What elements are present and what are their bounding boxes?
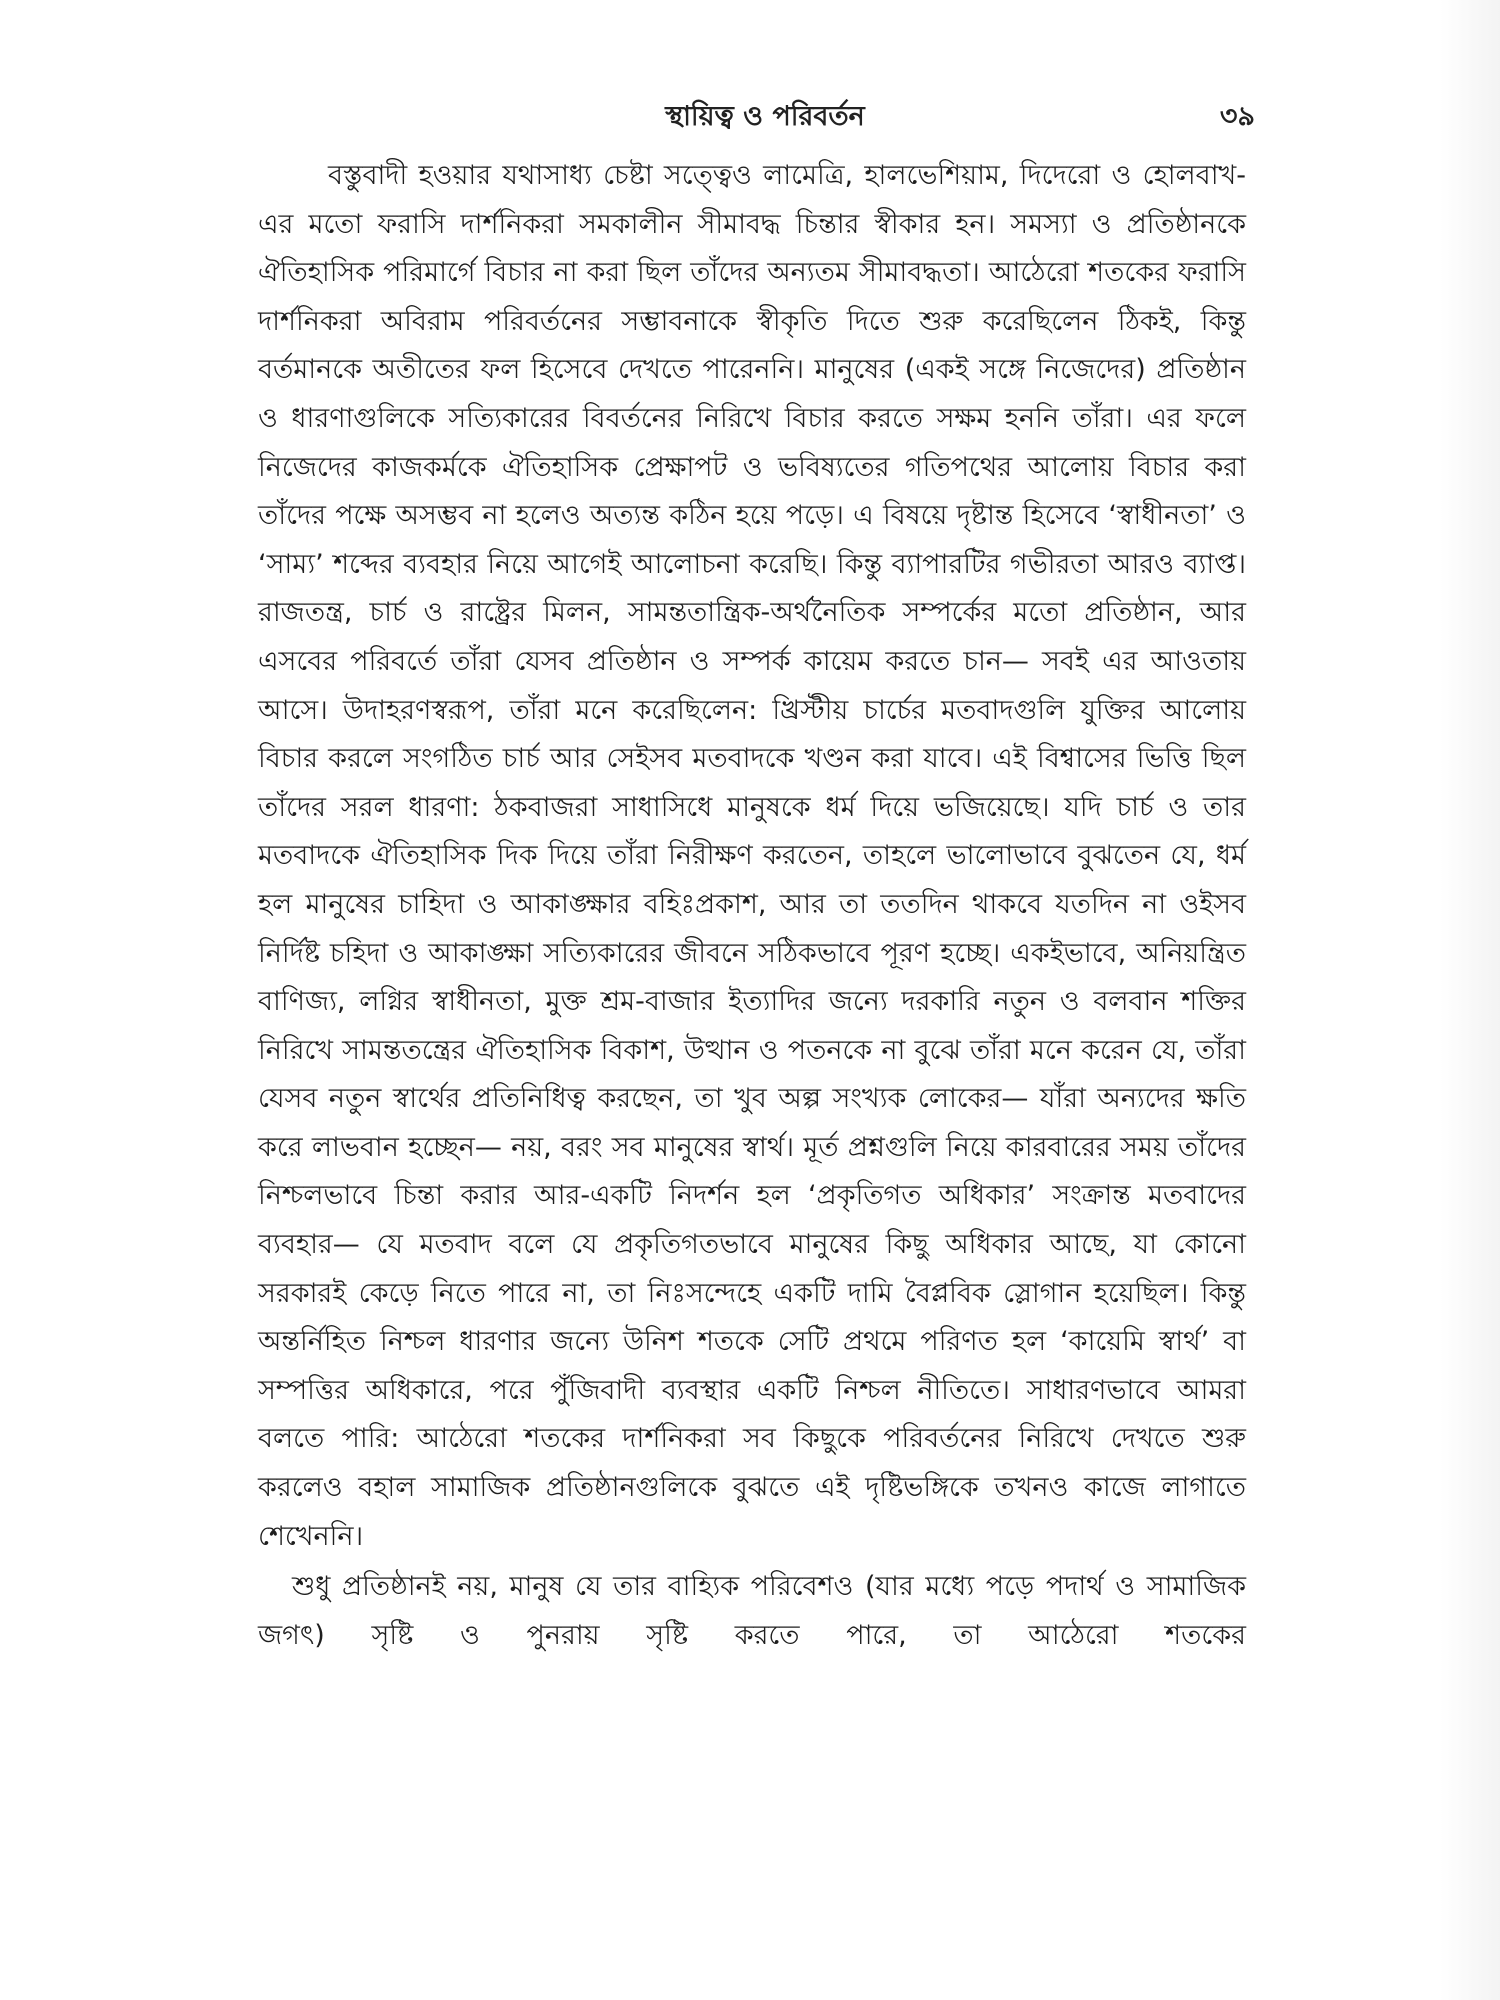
running-head: [0, 96, 1500, 136]
page-number: ৩৯: [1219, 101, 1255, 132]
page-edge-shadow: [1440, 0, 1500, 2000]
paragraph-1: বস্তুবাদী হওয়ার যথাসাধ্য চেষ্টা সত্ত্বেও লামেত্রি, হালভেশিয়াম, দিদেরো ও হোলবাখ-এর মতো ফরাসি দার্শনিকরা সমকালীন সীমাবদ্ধ চিন্তার স্বীকার হন। সমস্যা ও প্রতিষ্ঠানকে ঐতিহাসিক পরিমার্গে বিচার না করা ছিল তাঁদের অন্যতম সীমাবদ্ধতা। আঠেরো শতকের ফরাসি দার্শনিকরা অবিরাম পরিবর্তনের সম্ভাবনাকে স্বীকৃতি দিতে শুরু করেছিলেন ঠিকই, কিন্তু বর্তমানকে অতীতের ফল হিসেবে দেখতে পারেননি। মানুষের (একই সঙ্গে নিজেদের) প্রতিষ্ঠান ও ধারণাগুলিকে সত্যিকারের বিবর্তনের নিরিখে বিচার করতে সক্ষম হননি তাঁরা। এর ফলে নিজেদের কাজকর্মকে ঐতিহাসিক প্রেক্ষাপট ও ভবিষ্যতের গতিপথের আলোয় বিচার করা তাঁদের পক্ষে অসম্ভব না হলেও অত্যন্ত কঠিন হয়ে পড়ে। এ বিষয়ে দৃষ্টান্ত হিসেবে ‘স্বাধীনতা’ ও ‘সাম্য’ শব্দের ব্যবহার নিয়ে আগেই আলোচনা করেছি। কিন্তু ব্যাপারটির গভীরতা আরও ব্যাপ্ত। রাজতন্ত্র, চার্চ ও রাষ্ট্রের মিলন, সামন্ততান্ত্রিক-অর্থনৈতিক সম্পর্কের মতো প্রতিষ্ঠান, আর এসবের পরিবর্তে তাঁরা যেসব প্রতিষ্ঠান ও সম্পর্ক কায়েম করতে চান— সবই এর আওতায় আসে। উদাহরণস্বরূপ, তাঁরা মনে করেছিলেন: খ্রিস্টীয় চার্চের মতবাদগুলি যুক্তির আলোয় বিচার করলে সংগঠিত চার্চ আর সেইসব মতবাদকে খণ্ডন করা যাবে। এই বিশ্বাসের ভিত্তি ছিল তাঁদের সরল ধারণা: ঠকবাজরা সাধাসিধে মানুষকে ধর্ম দিয়ে ভজিয়েছে। যদি চার্চ ও তার মতবাদকে ঐতিহাসিক দিক দিয়ে তাঁরা নিরীক্ষণ করতেন, তাহলে ভালোভাবে বুঝতেন যে, ধর্ম হল মানুষের চাহিদা ও আকাঙ্ক্ষার বহিঃপ্রকাশ, আর তা ততদিন থাকবে যতদিন না ওইসব নির্দিষ্ট চহিদা ও আকাঙ্ক্ষা সত্যিকারের জীবনে সঠিকভাবে পূরণ হচ্ছে। একইভাবে, অনিয়ন্ত্রিত বাণিজ্য, লগ্নির স্বাধীনতা, মুক্ত শ্রম-বাজার ইত্যাদির জন্যে দরকারি নতুন ও বলবান শক্তির নিরিখে সামন্ততন্ত্রের ঐতিহাসিক বিকাশ, উত্থান ও পতনকে না বুঝে তাঁরা মনে করেন যে, তাঁরা যেসব নতুন স্বার্থের প্রতিনিধিত্ব করছেন, তা খুব অল্প সংখ্যক লোকের— যাঁরা অন্যদের ক্ষতি করে লাভবান হচ্ছেন— নয়, বরং সব মানুষের স্বার্থ। মূর্ত প্রশ্নগুলি নিয়ে কারবারের সময় তাঁদের নিশ্চলভাবে চিন্তা করার আর-একটি নিদর্শন হল ‘প্রকৃতিগত অধিকার’ সংক্রান্ত মতবাদের ব্যবহার— যে মতবাদ বলে যে প্রকৃতিগতভাবে মানুষের কিছু অধিকার আছে, যা কোনো সরকারই কেড়ে নিতে পারে না, তা নিঃসন্দেহে একটি দামি বৈপ্লবিক স্লোগান হয়েছিল। কিন্তু অন্তর্নিহিত নিশ্চল ধারণার জন্যে উনিশ শতকে সেটি প্রথমে পরিণত হল ‘কায়েমি স্বার্থ’ বা সম্পত্তির অধিকারে, পরে পুঁজিবাদী ব্যবস্থার একটি নিশ্চল নীতিতে। সাধারণভাবে আমরা বলতে পারি: আঠেরো শতকের দার্শনিকরা সব কিছুকে পরিবর্তনের নিরিখে দেখতে শুরু করলেও বহাল সামাজিক প্রতিষ্ঠানগুলিকে বুঝতে এই দৃষ্টিভঙ্গিকে তখনও কাজে লাগাতে শেখেননি।: [258, 160, 1246, 1552]
paragraph-2: শুধু প্রতিষ্ঠানই নয়, মানুষ যে তার বাহ্যিক পরিবেশও (যার মধ্যে পড়ে পদার্থ ও সামাজিক জগৎ) সৃষ্টি ও পুনরায় সৃষ্টি করতে পারে, তা আঠেরো শতকের: [258, 1571, 1246, 1651]
running-title: স্থায়িত্ব ও পরিবর্তন: [665, 101, 865, 132]
body-text: [258, 152, 1246, 1660]
